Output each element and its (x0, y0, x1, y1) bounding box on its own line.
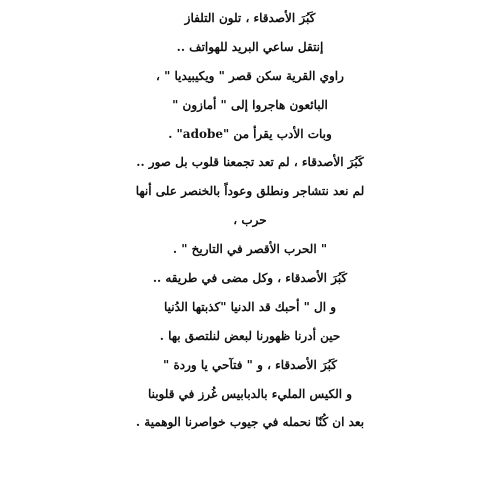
poem-text (0, 4, 500, 437)
poem-line: كَبُرَ الأصدقاء ، وكل مضى في طريقه .. (152, 271, 348, 286)
poem-line: كَبُرَ الأصدقاء ، تلون التلفاز (184, 11, 316, 25)
poem-line: حين أدرنا ظهورنا لبعض لنلتصق بها . (159, 328, 341, 343)
poem-line: حرب ، (233, 213, 267, 228)
poem-line: كَبُرَ الأصدقاء ، و " فتآحي يا وردة " (163, 357, 337, 372)
poem-line: البائعون هاجروا إلى " أمازون " (172, 97, 328, 112)
poem-line: " الحرب الأقصر في التاريخ " . (172, 242, 328, 257)
poem-line: كَبُرَ الأصدقاء ، لم تعد تجمعنا قلوب بل صور .. (136, 155, 364, 170)
poem-line: لم نعد نتشاجر ونطلق وعوداً بالخنصر على أنها (135, 184, 365, 199)
poem-line: وبات الأدب يقرأ من "adobe" . (168, 126, 332, 141)
poem-line: و ال " أحبك قد الدنيا "كذبتها الدُنيا (163, 299, 337, 314)
poem-line: و الكيس المليء بالدبابيس غُرز في قلوبنا (147, 386, 353, 401)
poem-line: بعد ان كُنّا نحمله في جيوب خواصرنا الوهمية . (135, 415, 365, 430)
poem-line: راوي القرية سكن قصر " ويكيبيديا " ، (156, 68, 344, 83)
poem-line: إنتقل ساعي البريد للهواتف .. (176, 39, 324, 54)
